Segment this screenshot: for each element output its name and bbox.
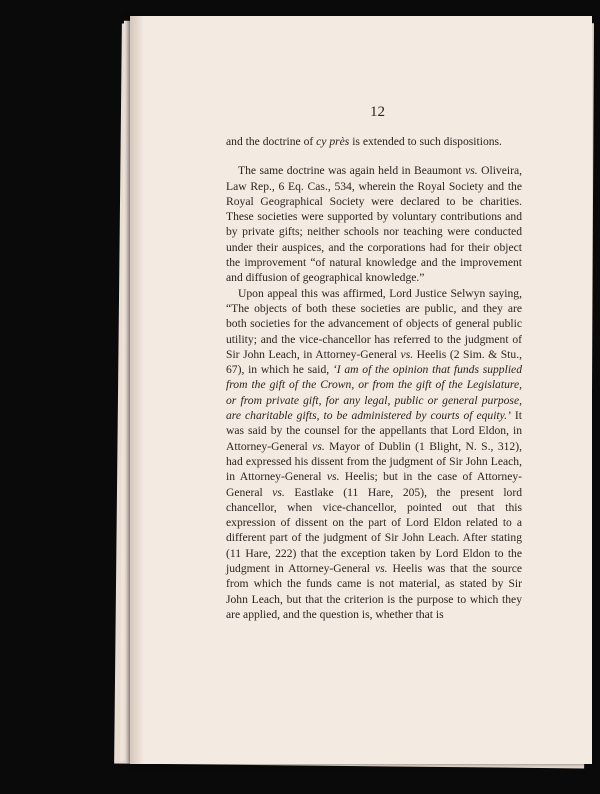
page-number: 12 [370,104,385,120]
text-run: Heelis (2 Sim. & Stu., 67), in which he said, [226,347,523,377]
text-run: It was said by the counsel for the appellants that Lord Eldon, in Attorney-General [226,409,522,453]
text-run: Oliveira, Law Rep., 6 Eq. Cas., 534, wherein the Royal Society and the Royal Geographical Society were declared to be charities. These societies were supported by voluntary contributions and by private gifts; neither schools nor teaching were conducted under their auspices, and the corporations had for their object the improvement “of natural knowledge and the improvement and diffusion of geographical knowledge.” [226,164,522,285]
text-run: Heelis was that the source from which the funds came is not material, as stated by Sir John Leach, but that the criterion is the purpose to which they are applied, and the question is, whether that is [226,562,522,621]
body-text [226,134,522,622]
italic-vs: vs. [272,485,285,499]
text-run: The same doctrine was again held in Beaumont [238,164,466,178]
paragraph-beaumont-case [226,163,522,285]
text-run: Eastlake (11 Hare, 205), the present lord chancellor, when vice-chancellor, pointed out that this expression of dissent on the part of Lord Eldon related to a different part of the judgment of Sir John Leach. After stating (11 Hare, 222) that the exception taken by Lord Eldon to the judgment in Attorney-General [226,485,522,576]
text-run: Upon appeal this was affirmed, Lord Justice Selwyn saying, “The objects of both these societies are public, and they are both societies for the advancement of objects of general public utility; and the vice-chancellor has referred to the judgment of Sir John Leach, in Attorney-General [226,286,522,361]
italic-quotation: ‘I am of the opinion that funds supplied from the gift of the Crown, or from the gift of the Legislature, or from private gift, for any legal, public or general purpose, are charitable gifts, to be administered by courts of equity.’ [226,363,522,423]
italic-vs: vs. [465,164,478,178]
paragraph-cy-pres [226,134,522,149]
italic-vs: vs. [312,439,325,453]
italic-vs: vs. [326,470,340,484]
text-run: Heelis; but in the case of Attorney-General [226,470,523,499]
italic-vs: vs. [374,562,388,576]
book-page [130,16,592,764]
text-run: Mayor of Dublin (1 Blight, N. S., 312), had expressed his dissent from the judgment of Sir John Leach, in Attorney-General [226,439,522,484]
page-gutter-shadow [130,16,144,764]
italic-term: cy près [316,135,350,148]
text-run: is extended to such dispositions. [349,135,502,148]
text-run: and the doctrine of [226,135,317,148]
paragraph-appeal [226,286,522,623]
italic-vs: vs. [400,347,414,361]
